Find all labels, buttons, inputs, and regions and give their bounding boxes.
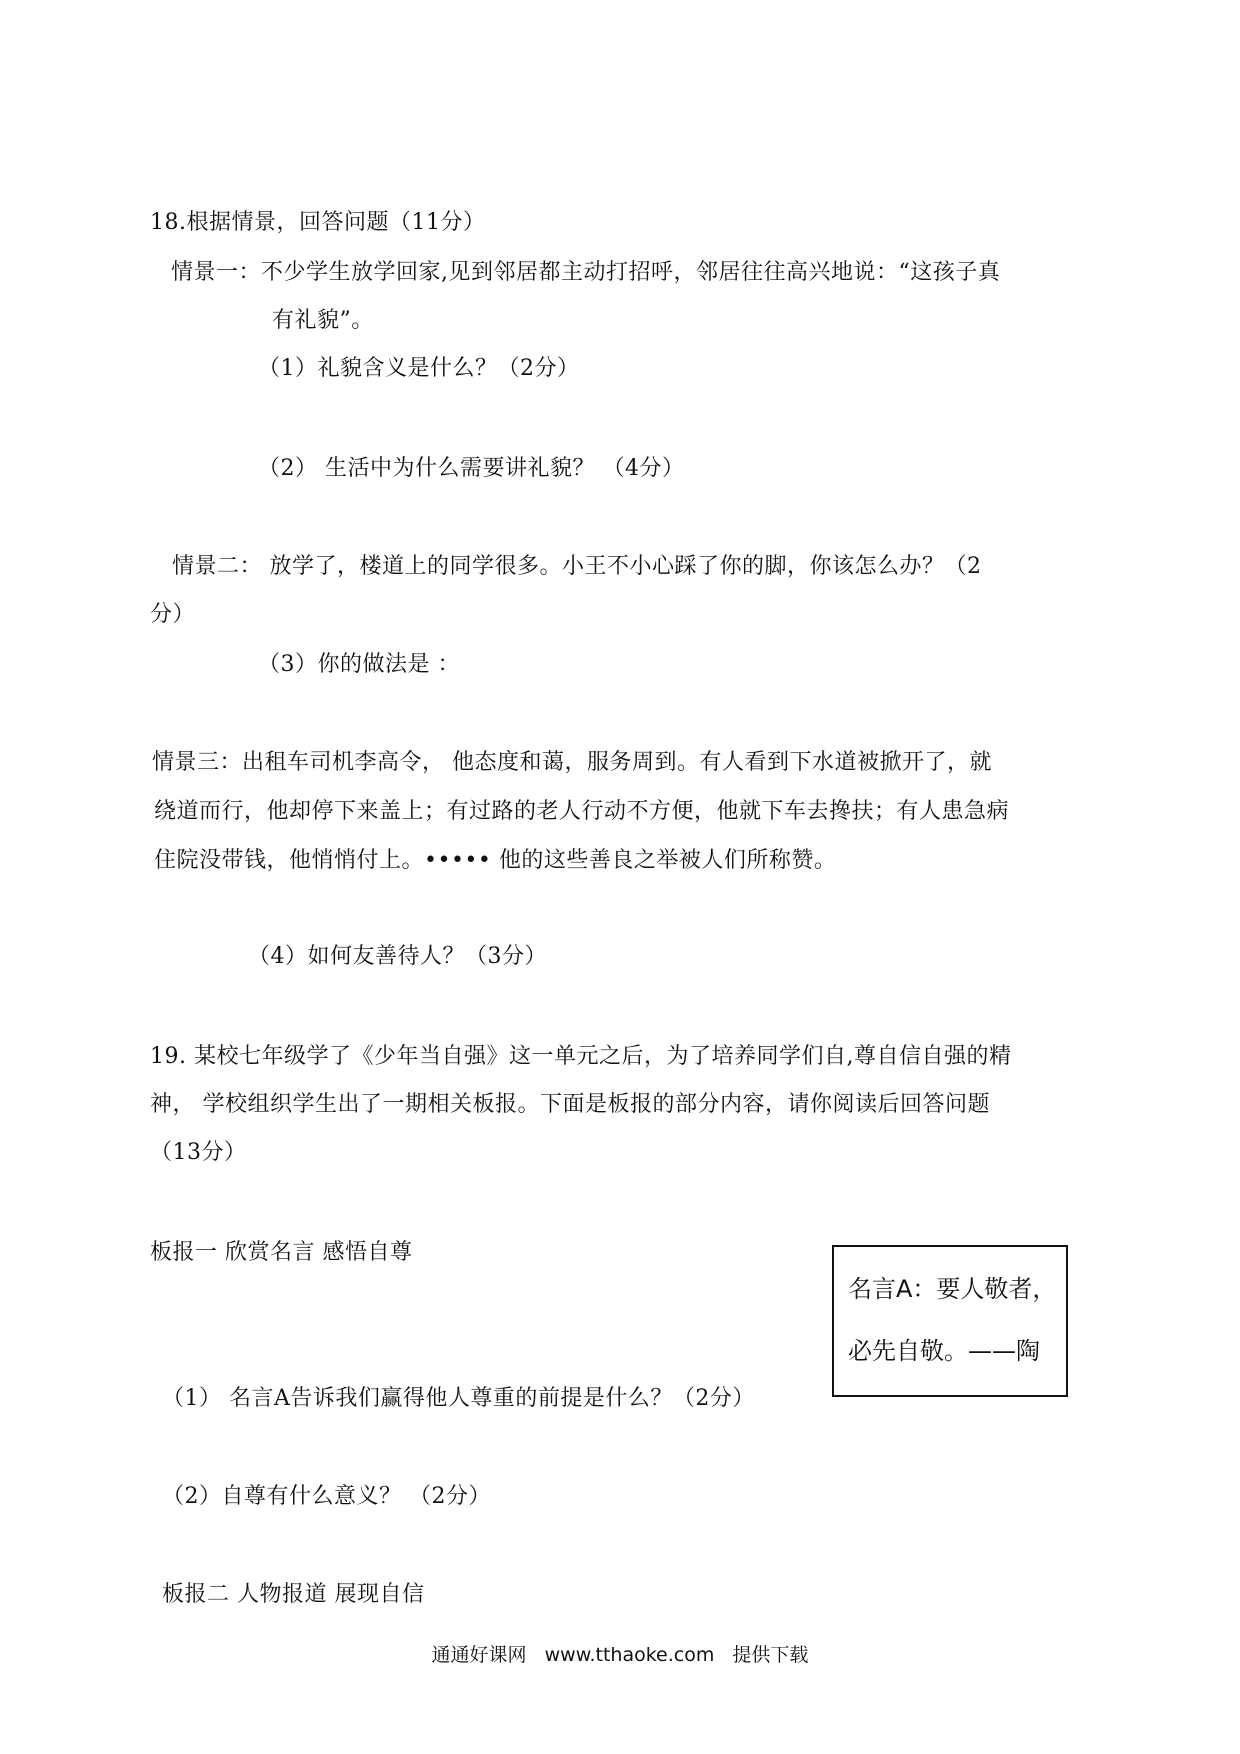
footer-note: 提供下载 xyxy=(732,1644,809,1666)
q19-text-line1: 19. 某校七年级学了《少年当自强》这一单元之后，为了培养同学们自,尊自信自强的精 xyxy=(150,1044,1012,1069)
page-footer xyxy=(0,1640,1240,1667)
q19-text-line3: （13分） xyxy=(150,1140,247,1165)
quote-line2: 必先自敬。——陶 xyxy=(848,1337,1040,1365)
scene2-text-line1: 情景二： 放学了，楼道上的同学很多。小王不小心踩了你的脚，你该怎么办？（2 xyxy=(172,554,982,579)
q19-sub2: （2）自尊有什么意义？ （2分） xyxy=(162,1484,491,1509)
quote-line1: 名言A：要人敬者， xyxy=(848,1275,1057,1303)
q19-text-line2: 神， 学校组织学生出了一期相关板报。下面是板报的部分内容，请你阅读后回答问题 xyxy=(150,1092,990,1117)
q18-title: 18.根据情景，回答问题（11分） xyxy=(150,210,486,235)
q18-sub2: （2） 生活中为什么需要讲礼貌？ （4分） xyxy=(258,456,685,481)
q18-sub1: （1）礼貌含义是什么？（2分） xyxy=(258,356,580,381)
q19-sub1: （1） 名言A告诉我们赢得他人尊重的前提是什么？（2分） xyxy=(162,1386,755,1411)
scene3-text-line2: 绕道而行，他却停下来盖上；有过路的老人行动不方便，他就下车去搀扶；有人患急病 xyxy=(154,799,1010,824)
quote-box xyxy=(832,1245,1068,1397)
board1-heading: 板报一 欣赏名言 感悟自尊 xyxy=(150,1240,413,1265)
q18-sub3: （3）你的做法是 ： xyxy=(258,652,460,677)
board2-heading: 板报二 人物报道 展现自信 xyxy=(162,1582,425,1607)
scene3-text-line3: 住院没带钱，他悄悄付上。••••• 他的这些善良之举被人们所称赞。 xyxy=(154,848,837,873)
scene1-text-line1: 情景一：不少学生放学回家,见到邻居都主动打招呼，邻居往往高兴地说：“这孩子真 xyxy=(171,260,1001,285)
scene1-text-line2: 有礼貌”。 xyxy=(272,308,374,333)
footer-site-name: 通通好课网 xyxy=(431,1644,527,1666)
q18-sub4: （4）如何友善待人？（3分） xyxy=(248,944,547,969)
scene2-text-line2: 分） xyxy=(150,602,196,627)
footer-url[interactable]: www.tthaoke.com xyxy=(544,1644,715,1666)
scene3-text-line1: 情景三：出租车司机李高令， 他态度和蔼，服务周到。有人看到下水道被掀开了，就 xyxy=(152,750,992,775)
